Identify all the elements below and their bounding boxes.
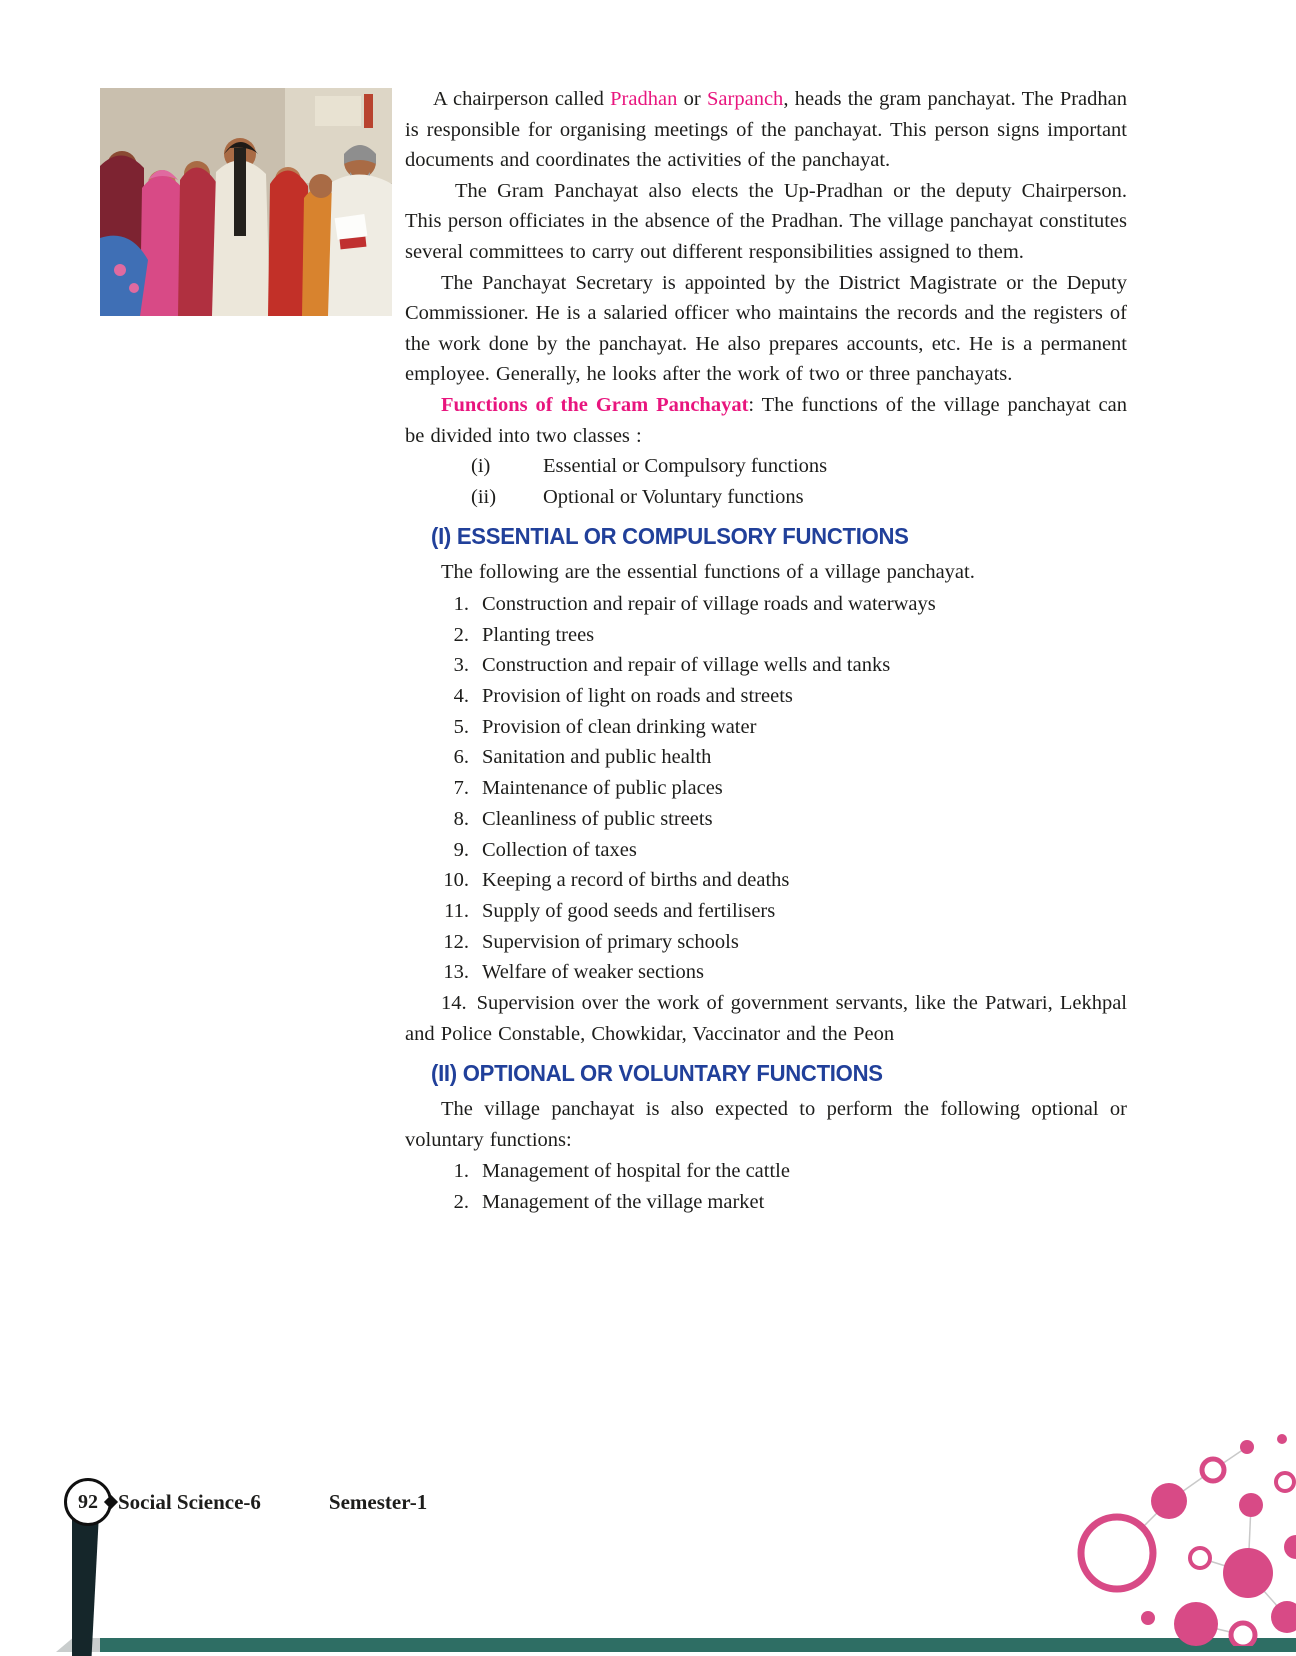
paragraph-secretary: The Panchayat Secretary is appointed by the District Magistrate or the Deputy Commissioner. He is a salaried officer who maintains the records and the registers of the work done by the panchayat. He also prepares accounts, etc. He is a permanent employee. Generally, he looks after the work of two or three panchayats. <box>405 271 1127 386</box>
item-14-number: 14. <box>441 992 467 1015</box>
list-item: 5. Provision of clean drinking water <box>453 715 757 738</box>
functions-label: Functions of the Gram Panchayat <box>441 393 749 416</box>
page-number-badge: 92 <box>64 1478 112 1526</box>
function-classes-list <box>405 451 1127 512</box>
list-item: (i) Essential or Compulsory functions <box>471 455 828 478</box>
list-item: (ii) Optional or Voluntary functions <box>471 485 804 508</box>
list-item: 10. Keeping a record of births and deaths <box>443 869 790 892</box>
list-item: 12. Supervision of primary schools <box>443 930 739 953</box>
list-item: 6. Sanitation and public health <box>453 746 712 769</box>
list-item: 9. Collection of taxes <box>453 838 637 861</box>
heading-essential-functions: (I) ESSENTIAL OR COMPULSORY FUNCTIONS <box>431 523 909 550</box>
paragraph-up-pradhan: The Gram Panchayat also elects the Up-Pradhan or the deputy Chairperson. This person officiates in the absence of the Pradhan. The village panchayat constitutes several committees to carry out different responsibilities assigned to them. <box>405 179 1127 263</box>
paragraph-functions: Functions of the Gram Panchayat: The functions of the village panchayat can be divided into two classes : <box>405 393 1127 447</box>
list-item: 1. Management of hospital for the cattle <box>453 1160 790 1183</box>
list-item: 13. Welfare of weaker sections <box>443 961 705 984</box>
paragraph-chairperson: A chairperson called Pradhan or Sarpanch, heads the gram panchayat. The Pradhan is responsible for organising meetings of the panchayat. This person signs important documents and coordinates the activities of the panchayat. <box>405 88 1128 172</box>
list-item: 11. Supply of good seeds and fertilisers <box>444 899 776 922</box>
sarpanch-term: Sarpanch <box>707 88 784 110</box>
optional-intro: The village panchayat is also expected to perform the following optional or voluntary functions: <box>405 1098 1127 1151</box>
list-item: 8. Cleanliness of public streets <box>453 807 713 830</box>
list-item: 4. Provision of light on roads and streets <box>453 685 793 708</box>
essential-item-14: 14. Supervision over the work of government servants, like the Patwari, Lekhpal and Police Constable, Chowkidar, Vaccinator and the Peon <box>405 992 1127 1045</box>
circles-cluster-illustration <box>1046 1431 1296 1646</box>
optional-functions-list <box>405 1156 1127 1217</box>
book-title: Social Science-6 <box>118 1489 261 1514</box>
village-meeting-illustration <box>100 88 392 316</box>
main-text-column <box>405 84 1127 1218</box>
essential-functions-list <box>405 589 1127 988</box>
list-item: 2. Planting trees <box>453 623 595 646</box>
decorative-circles-cluster <box>1046 1431 1296 1646</box>
list-item: 1. Construction and repair of village roads and waterways <box>453 592 936 615</box>
semester-label: Semester-1 <box>328 1489 428 1514</box>
village-meeting-photo <box>100 88 392 316</box>
list-item: 7. Maintenance of public places <box>453 777 723 800</box>
page-footer <box>64 1478 427 1526</box>
list-item: 3. Construction and repair of village wells and tanks <box>453 654 891 677</box>
list-item: 2. Management of the village market <box>453 1191 765 1214</box>
heading-optional-functions: (II) OPTIONAL OR VOLUNTARY FUNCTIONS <box>431 1060 883 1087</box>
pradhan-term: Pradhan <box>610 88 678 110</box>
essential-intro: The following are the essential functions of a village panchayat. <box>441 561 975 584</box>
